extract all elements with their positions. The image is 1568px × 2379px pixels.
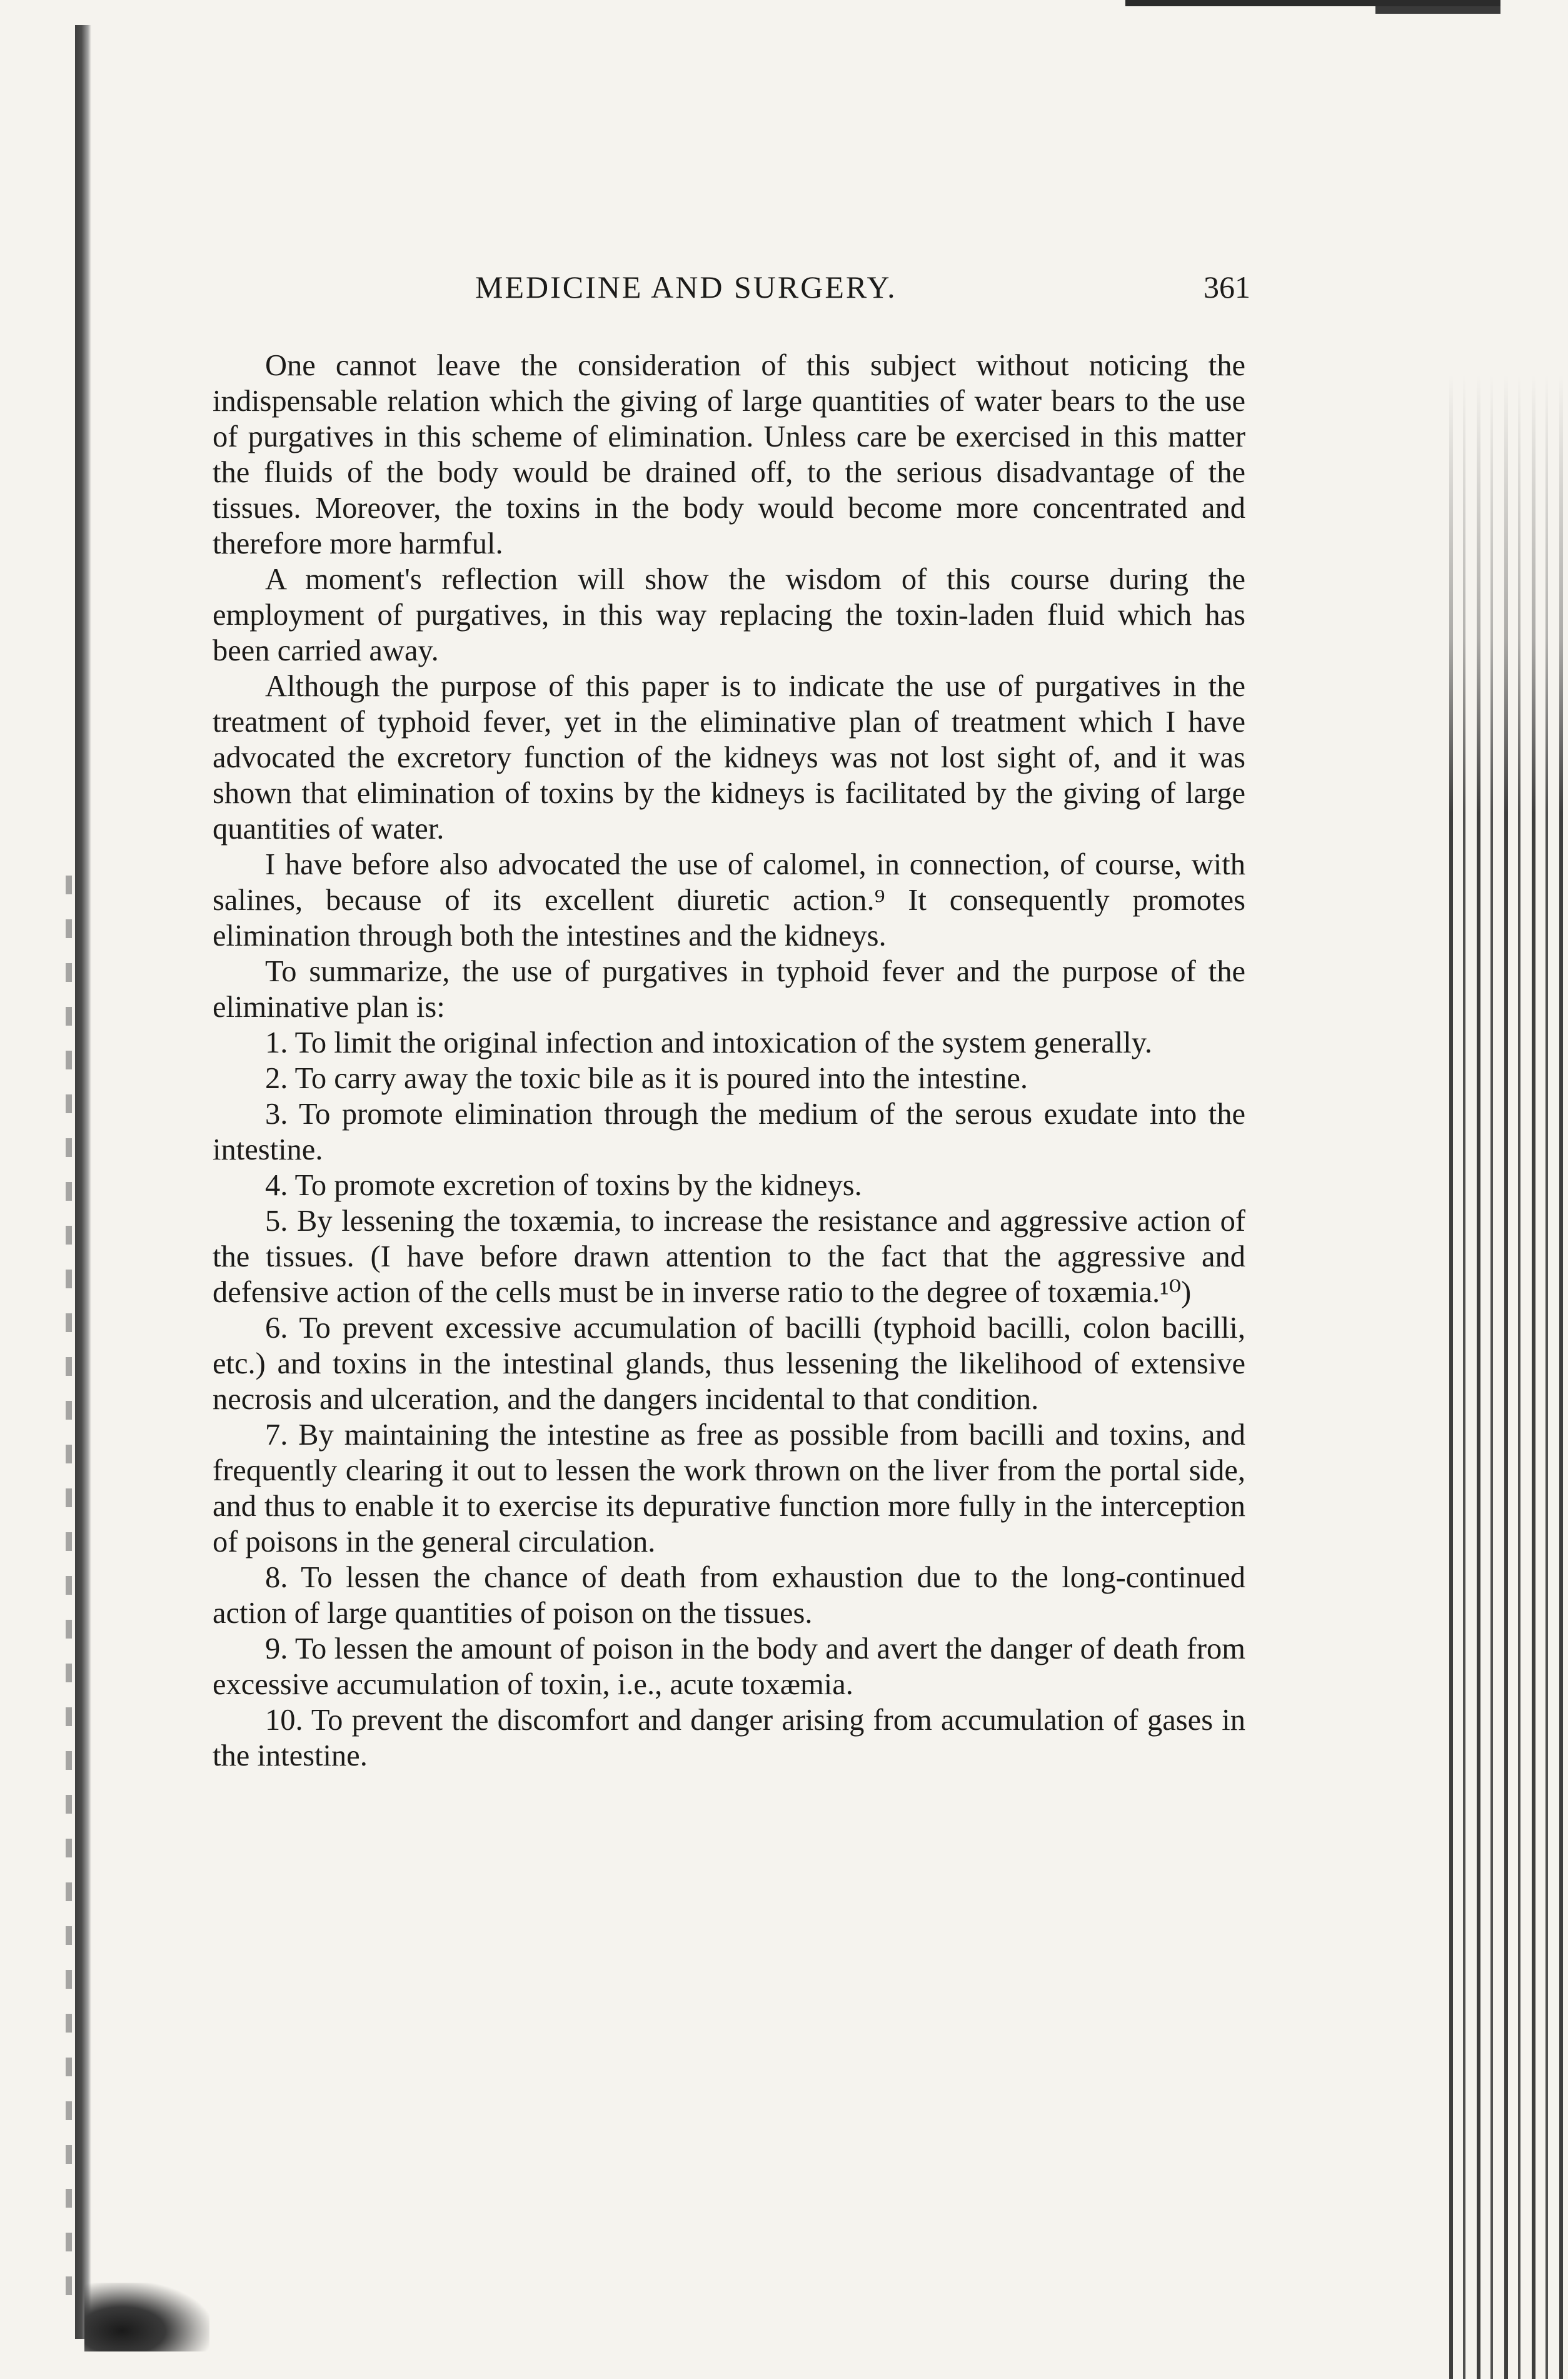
scan-artifact-left	[66, 876, 72, 2314]
list-item: 4. To promote excretion of toxins by the kidneys.	[265, 1169, 862, 1202]
list-item: 8. To lessen the chance of death from exhaustion due to the long-continued action of large quantities of poison on the tissues.	[213, 1561, 1245, 1630]
list-item: 3. To promote elimination through the medium of the serous exudate into the intestine.	[213, 1098, 1245, 1166]
list-item: 7. By maintaining the intestine as free as possible from bacilli and toxins, and frequently clearing it out to lessen the work thrown on the liver from the portal side, and thus to enable it to exercise its depurative function more fully in the interception of poisons in the general circulation.	[213, 1418, 1245, 1558]
list-item: 6. To prevent excessive accumulation of bacilli (typhoid bacilli, colon bacilli, etc.) and toxins in the intestinal glands, thus lessening the likelihood of extensive necrosis and ulceration, and the dangers incidental to that condition.	[213, 1311, 1245, 1416]
body-text	[213, 348, 1245, 1774]
paragraph: Although the purpose of this paper is to indicate the use of purgatives in the treatment of typhoid fever, yet in the eliminative plan of treatment which I have advocated the excretory function of the kidneys was not lost sight of, and it was shown that elimination of toxins by the kidneys is facilitated by the giving of large quantities of water.	[213, 670, 1245, 846]
paragraph: To summarize, the use of purgatives in typhoid fever and the purpose of the eliminative plan is:	[213, 955, 1245, 1024]
paragraph: I have before also advocated the use of calomel, in connection, of course, with salines, because of its excellent diuretic action.⁹ It consequently promotes elimination through both the intestines and the kidneys.	[213, 848, 1245, 952]
page-stack-edge-fade	[1438, 375, 1568, 813]
list-item: 2. To carry away the toxic bile as it is poured into the intestine.	[265, 1062, 1028, 1095]
running-head: MEDICINE AND SURGERY.	[475, 270, 897, 305]
list-item: 1. To limit the original infection and intoxication of the system generally.	[265, 1026, 1152, 1059]
paragraph: One cannot leave the consideration of this subject without noticing the indispensable relation which the giving of large quantities of water bears to the use of purgatives in this scheme of elimination. Unless care be exercised in this matter the fluids of the body would be drained off, to the serious disadvantage of the tissues. Moreover, the toxins in the body would become more concentrated and therefore more harmful.	[213, 349, 1245, 560]
page-number: 361	[1204, 270, 1250, 305]
list-item: 10. To prevent the discomfort and danger arising from accumulation of gases in the intestine.	[213, 1704, 1245, 1772]
list-item: 5. By lessening the toxæmia, to increase the resistance and aggressive action of the tissues. (I have before drawn attention to the fact that the aggressive and defensive action of the cells must be in inverse ratio to the degree of toxæmia.¹⁰)	[213, 1205, 1245, 1309]
scan-artifact-top	[1125, 0, 1500, 6]
scan-artifact-bottom	[84, 2283, 209, 2351]
list-item: 9. To lessen the amount of poison in the body and avert the danger of death from excessive accumulation of toxin, i.e., acute toxæmia.	[213, 1632, 1245, 1701]
scan-artifact-top-2	[1375, 6, 1500, 14]
page-header	[475, 269, 1250, 319]
paragraph: A moment's reflection will show the wisdom of this course during the employment of purgatives, in this way replacing the toxin-laden fluid which has been carried away.	[213, 563, 1245, 667]
binding-shadow-left	[75, 25, 91, 2339]
